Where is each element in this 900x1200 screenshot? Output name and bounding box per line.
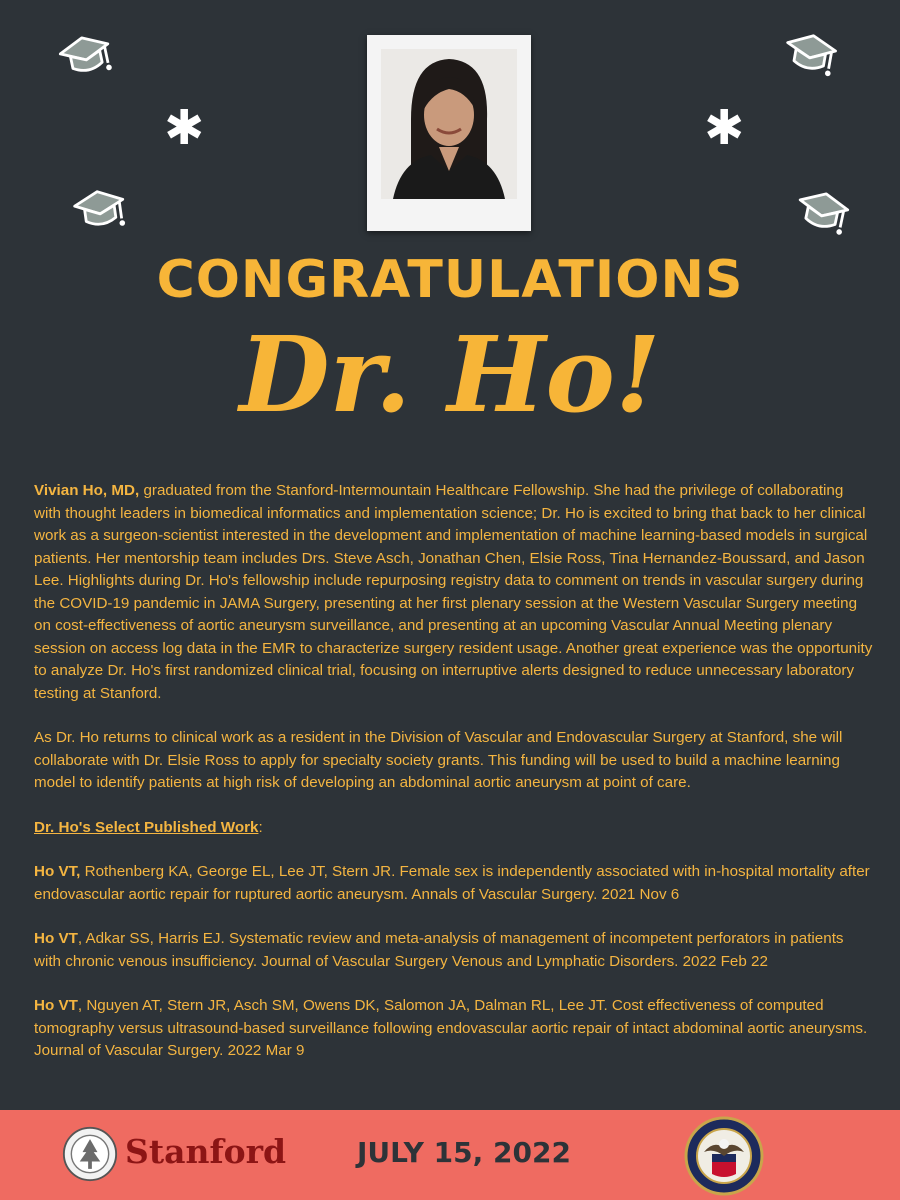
- headline: CONGRATULATIONS: [156, 250, 744, 310]
- graduation-cap-icon: [58, 30, 114, 86]
- graduation-cap-icon: [782, 28, 838, 84]
- stanford-seal-icon: [62, 1126, 118, 1182]
- portrait-photo-frame: [367, 35, 531, 231]
- publication-item: [34, 928, 874, 973]
- article-body: [34, 480, 874, 1085]
- portrait-photo: [381, 49, 517, 199]
- paragraph-2: As Dr. Ho returns to clinical work as a resident in the Division of Vascular and Endovascular Surgery at Stanford, she will collaborate with Dr. Elsie Ross to apply for specialty society grants. This funding will be used to build a machine learning model to identify patients at high risk of developing an abdominal aortic aneurysm at point of care.: [34, 729, 843, 791]
- publication-author: Ho VT,: [34, 863, 81, 880]
- publication-text: , Adkar SS, Harris EJ. Systematic review and meta-analysis of management of incompetent perforators in patients with chronic venous insufficiency. Journal of Vascular Surgery Venous and Lymphatic Disorders. 2022 Feb 22: [34, 930, 844, 970]
- publication-author: Ho VT: [34, 997, 78, 1014]
- graduation-cap-icon: [794, 186, 850, 242]
- asterisk-star-icon: ✱: [704, 100, 745, 156]
- portrait-illustration: [381, 49, 517, 199]
- publication-text: Rothenberg KA, George EL, Lee JT, Stern JR. Female sex is independently associated with in-hospital mortality after endovascular aortic repair for ruptured aortic aneurysm. Annals of Vascular Surgery. 2021 Nov 6: [34, 863, 870, 903]
- event-date: JULY 15, 2022: [357, 1136, 571, 1169]
- intro-text: graduated from the Stanford-Intermountain Healthcare Fellowship. She had the privilege of collaborating with thought leaders in biomedical informatics and implementation science; Dr. Ho is excited to bring that back to her clinical work as a surgeon-scientist interested in the development and implementation of machine learning-based models in surgical patients. Her mentorship team includes Drs. Steve Asch, Jonathan Chen, Elsie Ross, Tina Hernandez-Boussard, and Jason Lee. Highlights during Dr. Ho's fellowship include repurposing registry data to comment on trends in vascular surgery during the COVID-19 pandemic in JAMA Surgery, presenting at her first plenary session at the Western Vascular Surgery meeting on cost-effectiveness of aortic aneurysm surveillance, and presenting at an upcoming Vascular Annual Meeting plenary session on access log data in the EMR to characterize surgery resident usage. Another great experience was the opportunity to analyze Dr. Ho's first randomized clinical trial, focusing on interruptive alerts designed to reduce unnecessary laboratory testing at Stanford.: [34, 482, 873, 702]
- honoree-name: Dr. Ho!: [239, 313, 661, 436]
- publications-heading-label: Dr. Ho's Select Published Work: [34, 818, 259, 836]
- footer-bar: [0, 1110, 900, 1200]
- publication-item: [34, 861, 874, 906]
- publication-text: , Nguyen AT, Stern JR, Asch SM, Owens DK, Salomon JA, Dalman RL, Lee JT. Cost effectiveness of computed tomography versus ultrasound-based surveillance following endovascular aortic repair of intact abdominal aortic aneurysms. Journal of Vascular Surgery. 2022 Mar 9: [34, 997, 868, 1059]
- intro-name: Vivian Ho, MD,: [34, 482, 140, 499]
- asterisk-star-icon: ✱: [164, 100, 205, 156]
- stanford-wordmark: Stanford: [125, 1132, 287, 1171]
- publication-item: [34, 995, 874, 1063]
- publications-heading: [34, 817, 874, 840]
- intro-paragraph: [34, 480, 874, 705]
- publications-heading-colon: :: [258, 818, 263, 836]
- graduation-cap-icon: [72, 184, 128, 240]
- veterans-affairs-seal-icon: [684, 1116, 764, 1196]
- publication-author: Ho VT: [34, 930, 78, 947]
